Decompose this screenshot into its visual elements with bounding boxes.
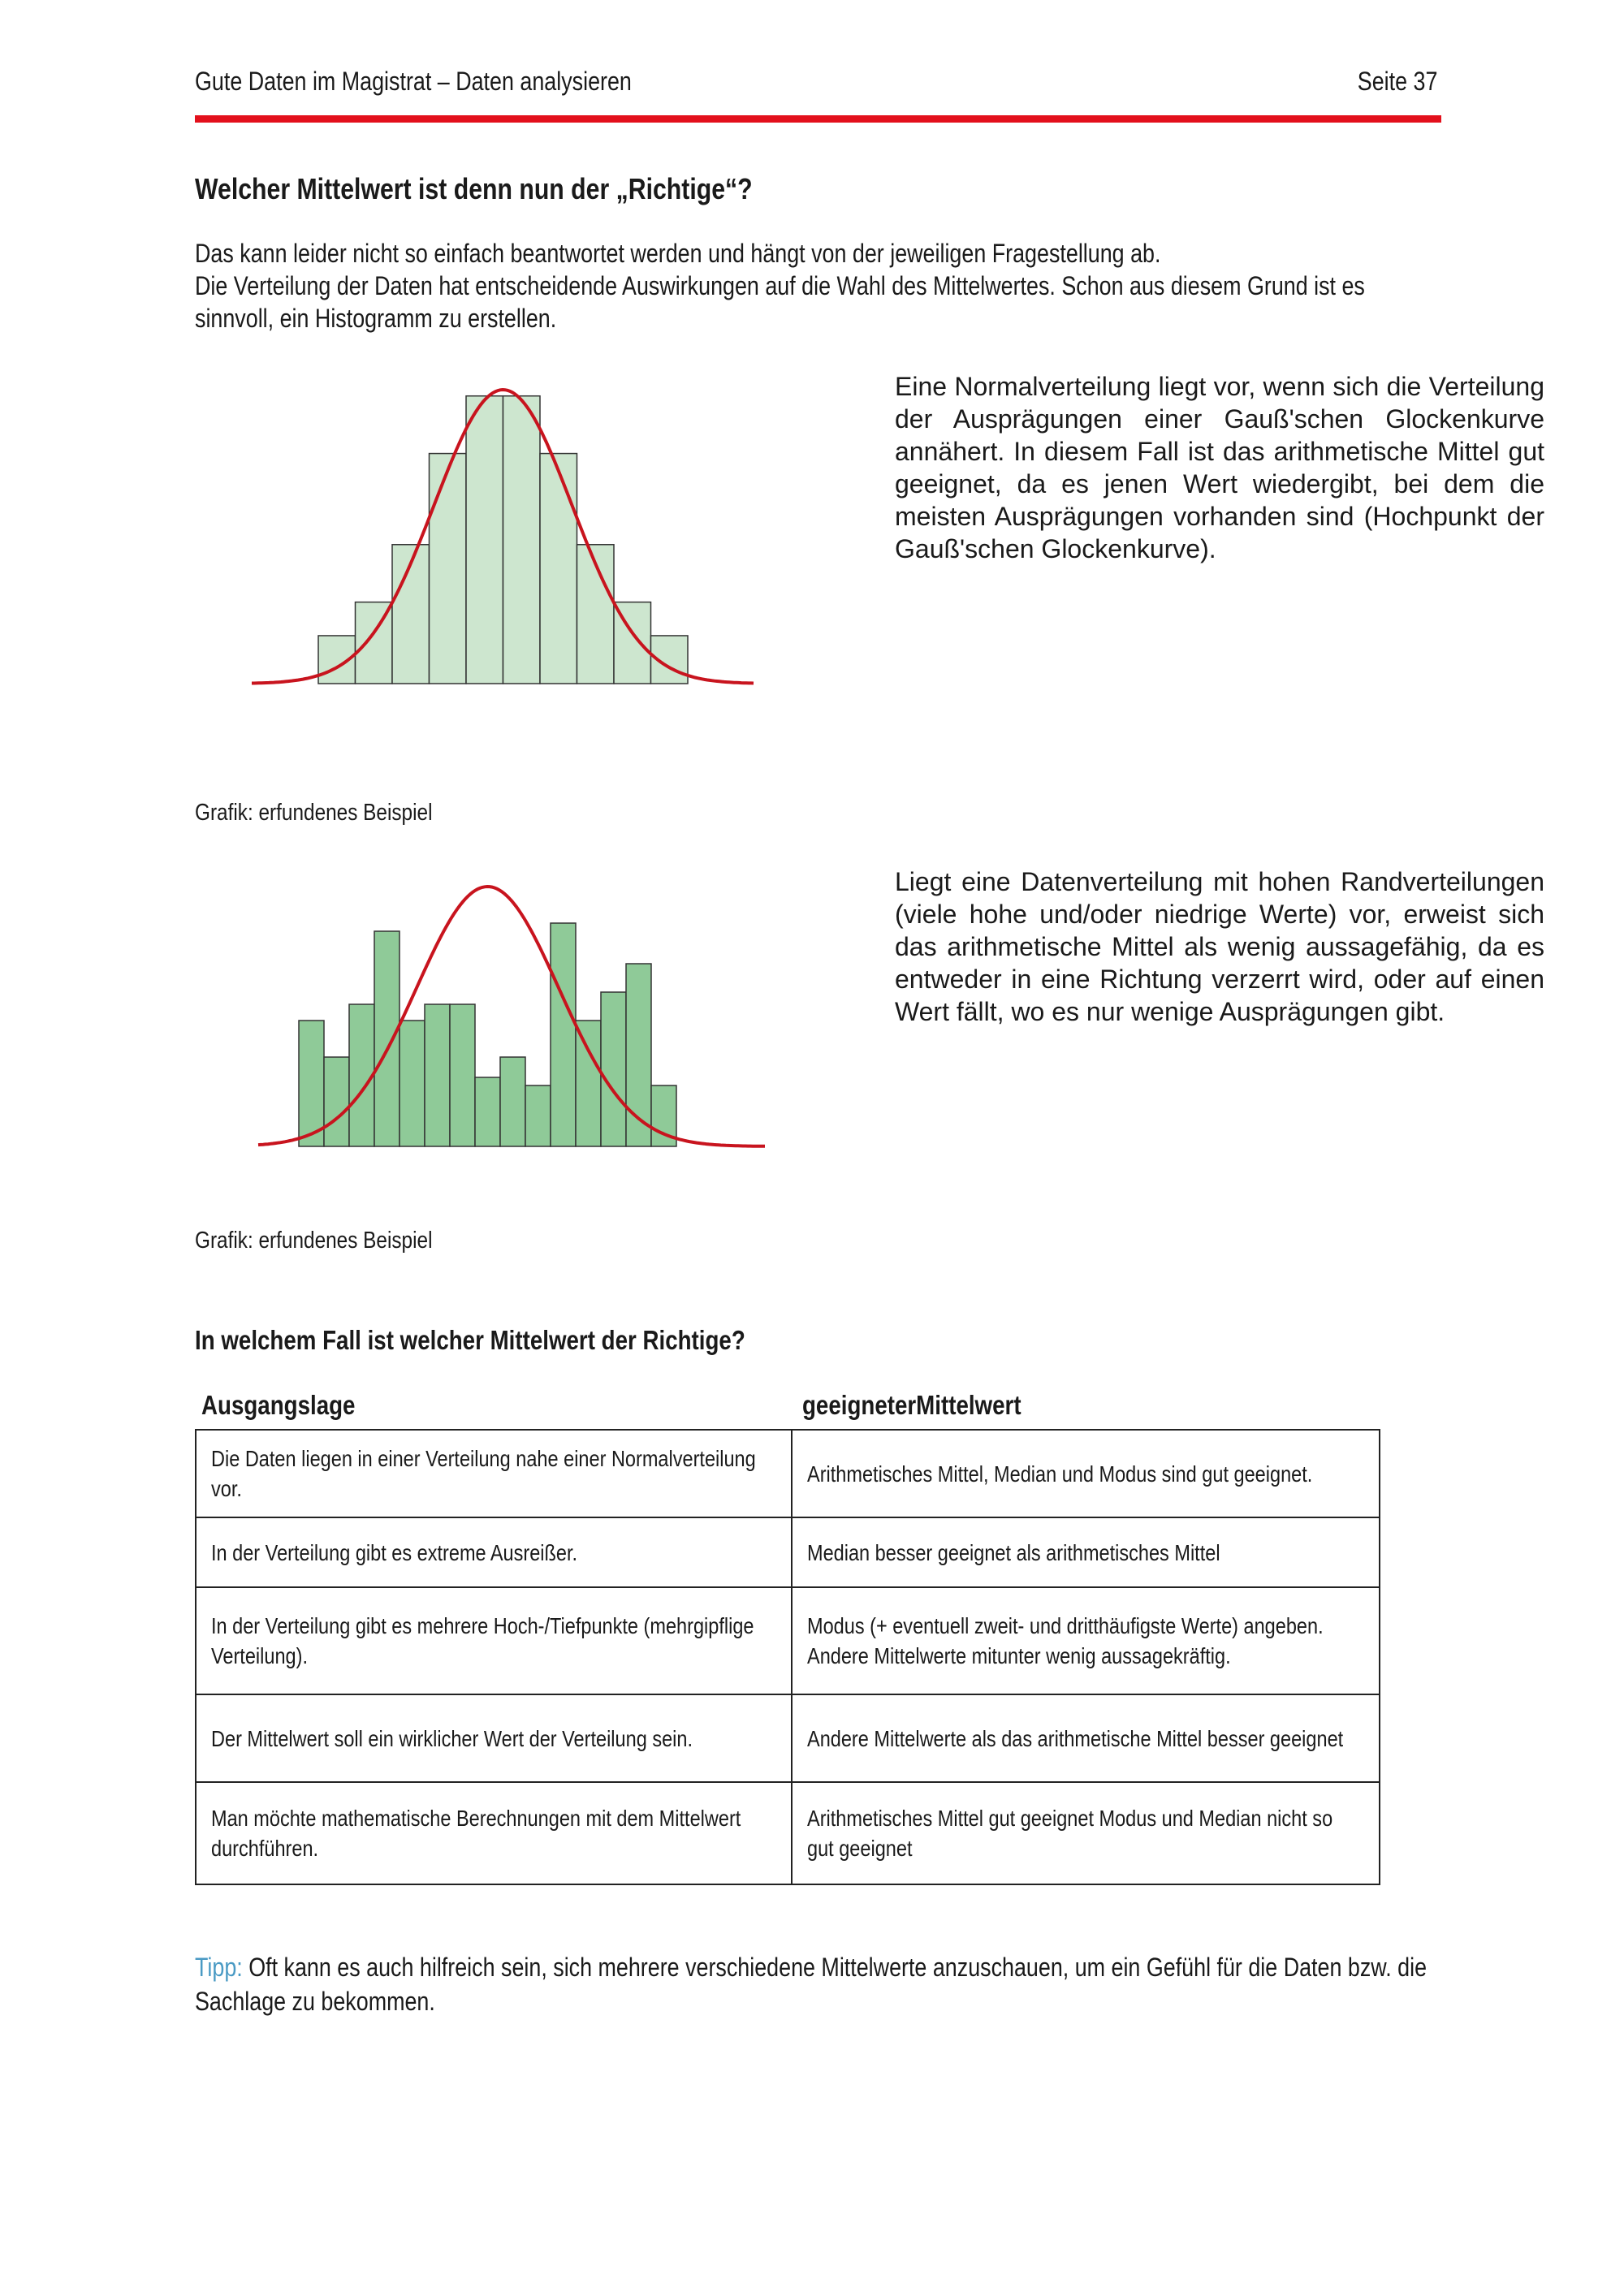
page-number bbox=[1342, 67, 1437, 97]
cell-text: In der Verteilung gibt es mehrere Hoch-/Tiefpunkte (mehrgipflige Verteilung). bbox=[211, 1613, 754, 1668]
table-row bbox=[196, 1517, 1380, 1587]
histogram-bar bbox=[525, 1085, 551, 1146]
histogram-bar bbox=[500, 1057, 525, 1146]
histogram-bar bbox=[503, 396, 541, 684]
section2-caption: Grafik: erfundenes Beispiel bbox=[195, 1228, 433, 1254]
histogram-normal-distribution bbox=[244, 365, 780, 698]
histogram-bar bbox=[601, 992, 626, 1146]
table-cell-mean bbox=[792, 1517, 1380, 1587]
section1-text: Eine Normalverteilung liegt vor, wenn sich die Verteilung der Ausprägungen einer Gauß'schen Glockenkurve annähert. In diesem Fall ist das arithmetische Mittel gut geeignet, da es jenen Wert wiedergibt, bei dem die meisten Ausprägungen vorhanden sind (Hochpunkt der Gauß'schen Glockenkurve). bbox=[895, 372, 1544, 563]
tip-paragraph bbox=[195, 1950, 1440, 2018]
histogram-bar bbox=[466, 396, 503, 684]
table-row bbox=[196, 1587, 1380, 1694]
histogram-bar bbox=[374, 931, 400, 1146]
page-heading: Welcher Mittelwert ist denn nun der „Richtige“? bbox=[195, 172, 753, 205]
table-column-header-2: geeigneterMittelwert bbox=[802, 1390, 1021, 1420]
page-number-text: Seite 37 bbox=[1357, 67, 1437, 96]
cell-text: In der Verteilung gibt es extreme Ausreißer. bbox=[211, 1539, 578, 1565]
histogram-bar bbox=[430, 454, 467, 684]
cell-text: Arithmetisches Mittel, Median und Modus sind gut geeignet. bbox=[807, 1461, 1313, 1487]
cell-text: Man möchte mathematische Berechnungen mit dem Mittelwert durchführen. bbox=[211, 1806, 741, 1861]
cell-text: Arithmetisches Mittel gut geeignet Modus und Median nicht so gut geeignet bbox=[807, 1806, 1333, 1861]
tip-text: Oft kann es auch hilfreich sein, sich mehrere verschiedene Mittelwerte anzuschauen, um ein Gefühl für die Daten bzw. die Sachlage zu bekommen. bbox=[195, 1953, 1427, 2016]
histogram-bar bbox=[400, 1021, 425, 1146]
table-row bbox=[196, 1694, 1380, 1782]
table-cell-situation bbox=[196, 1782, 792, 1884]
cell-text: Die Daten liegen in einer Verteilung nahe einer Normalverteilung vor. bbox=[211, 1446, 756, 1501]
section1-caption: Grafik: erfundenes Beispiel bbox=[195, 800, 433, 826]
tip-label: Tipp: bbox=[195, 1953, 243, 1982]
intro-text bbox=[195, 237, 1440, 334]
histogram-bar bbox=[475, 1077, 500, 1146]
table-heading: In welchem Fall ist welcher Mittelwert der Richtige? bbox=[195, 1325, 745, 1355]
cell-text: Median besser geeignet als arithmetisches Mittel bbox=[807, 1539, 1220, 1565]
histogram-bar bbox=[450, 1004, 475, 1146]
histogram-bar bbox=[576, 1021, 601, 1146]
intro-paragraph-2: Die Verteilung der Daten hat entscheidende Auswirkungen auf die Wahl des Mittelwertes. Schon aus diesem Grund ist es sinnvoll, ein Histogramm zu erstellen. bbox=[195, 271, 1365, 333]
table-cell-mean bbox=[792, 1587, 1380, 1694]
table-cell-situation bbox=[196, 1694, 792, 1782]
histogram-multimodal-distribution bbox=[244, 877, 780, 1169]
intro-paragraph-1: Das kann leider nicht so einfach beantwortet werden und hängt von der jeweiligen Fragestellung ab. bbox=[195, 239, 1161, 268]
histogram-bar bbox=[551, 923, 576, 1146]
histogram-bar bbox=[299, 1021, 324, 1146]
table-cell-situation bbox=[196, 1430, 792, 1517]
histogram-bar bbox=[324, 1057, 349, 1146]
table-row bbox=[196, 1782, 1380, 1884]
cell-text: Modus (+ eventuell zweit- und dritthäufigste Werte) angeben. Andere Mittelwerte mitunter wenig aussagekräftig. bbox=[807, 1613, 1324, 1668]
section2-text: Liegt eine Datenverteilung mit hohen Randverteilungen (viele hohe und/oder niedrige Werte) vor, erweist sich das arithmetische Mittel als wenig aussagefähig, da es entweder in eine Richtung verzerrt wird, oder auf einen Wert fällt, wo es nur wenige Ausprägungen gibt. bbox=[895, 867, 1544, 1026]
header-title: Gute Daten im Magistrat – Daten analysieren bbox=[195, 67, 632, 96]
histogram-bar bbox=[540, 454, 577, 684]
table-cell-situation bbox=[196, 1517, 792, 1587]
header-rule bbox=[195, 115, 1441, 123]
recommendation-table bbox=[195, 1429, 1380, 1885]
table-cell-mean bbox=[792, 1430, 1380, 1517]
table-cell-mean bbox=[792, 1782, 1380, 1884]
histogram-bar bbox=[425, 1004, 450, 1146]
cell-text: Andere Mittelwerte als das arithmetische Mittel besser geeignet bbox=[807, 1725, 1344, 1751]
histogram-bar bbox=[349, 1004, 374, 1146]
table-row bbox=[196, 1430, 1380, 1517]
table-column-header-1: Ausgangslage bbox=[201, 1390, 356, 1420]
cell-text: Der Mittelwert soll ein wirklicher Wert der Verteilung sein. bbox=[211, 1725, 693, 1751]
table-cell-situation bbox=[196, 1587, 792, 1694]
table-cell-mean bbox=[792, 1694, 1380, 1782]
